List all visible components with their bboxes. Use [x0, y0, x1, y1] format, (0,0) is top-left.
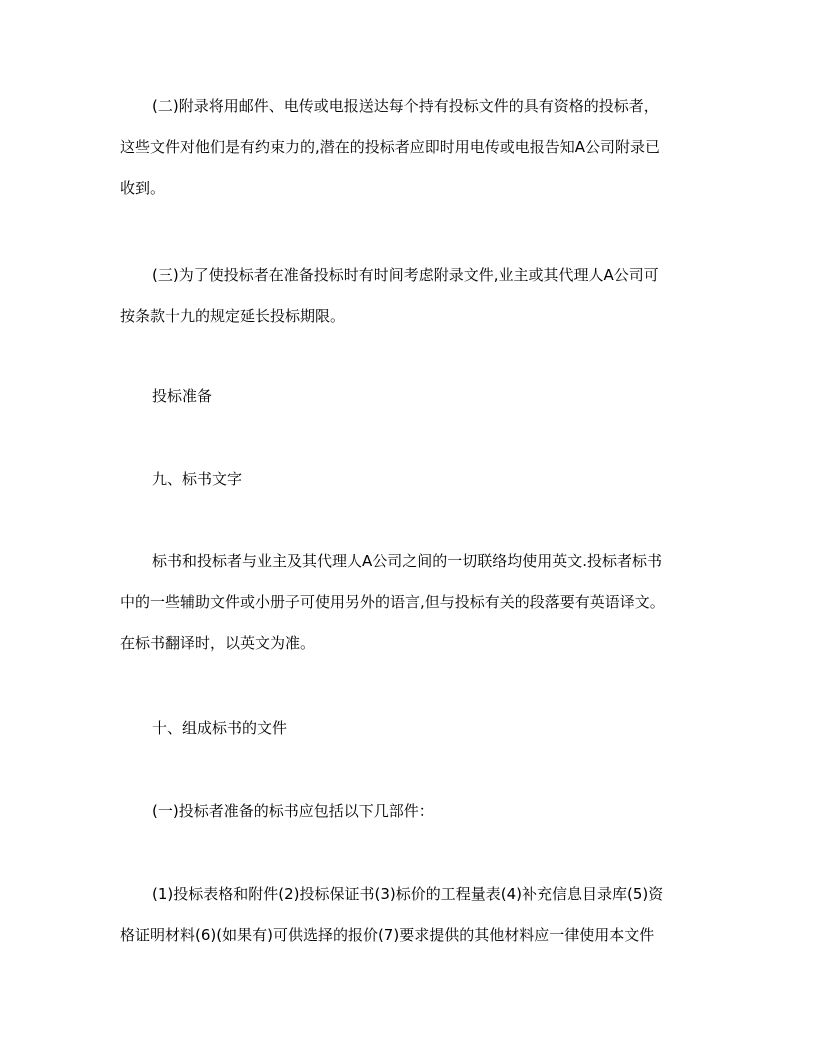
text-line: (一)投标者准备的标书应包括以下几部件：	[152, 802, 434, 820]
text-line: 九、标书文字	[152, 470, 243, 488]
paragraph-bid-language	[120, 541, 700, 664]
section-heading-bid-documents	[120, 708, 700, 749]
section-heading-bid-preparation	[120, 376, 700, 417]
text-line: 按条款十九的规定延长投标期限。	[120, 307, 346, 325]
text-line: 在标书翻译时，以英文为准。	[120, 634, 316, 652]
text-line: (1)投标表格和附件(2)投标保证书(3)标价的工程量表(4)补充信息目录库(5)资	[152, 885, 664, 903]
text-line: 中的一些辅助文件或小册子可使用另外的语言,但与投标有关的段落要有英语译文。	[120, 593, 665, 611]
text-line: 这些文件对他们是有约束力的,潜在的投标者应即时用电传或电报告知A公司附录已	[120, 138, 661, 156]
text-line: (三)为了使投标者在准备投标时有时间考虑附录文件,业主或其代理人A公司可	[152, 266, 659, 284]
text-line: 标书和投标者与业主及其代理人A公司之间的一切联络均使用英文.投标者标书	[152, 552, 663, 570]
text-line: 格证明材料(6)(如果有)可供选择的报价(7)要求提供的其他材料应一律使用本文件	[120, 926, 655, 944]
paragraph-bid-components-intro	[120, 791, 700, 832]
text-line: 投标准备	[152, 387, 213, 405]
paragraph-bid-components-list	[120, 874, 700, 956]
text-line: 十、组成标书的文件	[152, 719, 288, 737]
text-line: (二)附录将用邮件、电传或电报送达每个持有投标文件的具有资格的投标者，	[152, 97, 659, 115]
text-line: 收到。	[120, 179, 166, 197]
section-heading-bid-language	[120, 459, 700, 500]
paragraph-extend-deadline	[120, 255, 700, 337]
paragraph-appendix-delivery	[120, 86, 700, 209]
